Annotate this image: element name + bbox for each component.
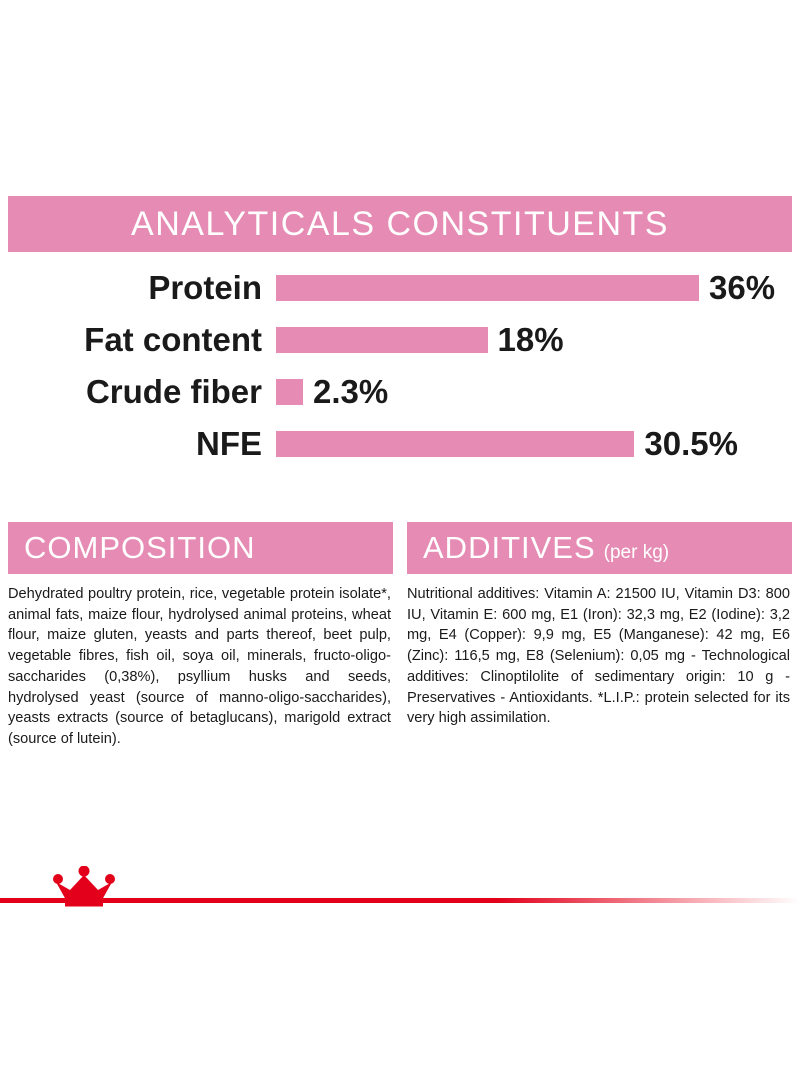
brand-footer [0,880,800,920]
constituent-label: NFE [196,425,262,462]
additives-subtitle: (per kg) [603,542,670,563]
constituent-label: Protein [148,269,262,306]
analyticals-header-bar [8,196,792,252]
constituent-bar-wrap [276,321,792,359]
constituent-row [8,314,792,366]
composition-header-bar [8,522,393,574]
constituent-value: 30.5% [644,425,738,462]
composition-title: COMPOSITION [24,530,256,565]
constituent-bar [276,327,488,353]
constituent-bar [276,379,303,405]
constituent-row [8,262,792,314]
composition-panel [8,522,393,750]
constituent-bar-wrap [276,373,792,411]
constituent-value: 2.3% [313,373,389,410]
constituent-bar [276,275,699,301]
constituent-row [8,418,792,470]
constituent-bar-wrap [276,269,792,307]
crown-icon [52,866,116,912]
additives-panel [407,522,792,750]
additives-header-bar [407,522,792,574]
constituent-value: 18% [497,321,564,358]
constituent-bar [276,431,634,457]
constituent-row [8,366,792,418]
constituent-value: 36% [709,269,776,306]
composition-text: Dehydrated poultry protein, rice, vegetable protein isolate*, animal fats, maize flour, hydrolysed animal proteins, wheat flour, maize gluten, yeasts and parts thereof, beet pulp, vegetable fibres, fish oil, soya oil, minerals, fructo-oligo- saccharides (0,38%), psyllium husks and seeds, hydrolysed yeast (source of manno-oligo-saccharides), yeasts extracts (source of betaglucans), marigold extract (source of lutein). [8,586,391,748]
analyticals-chart [8,262,792,470]
constituent-label: Crude fiber [85,373,262,410]
additives-title: ADDITIVES [423,530,596,565]
brand-rule [0,898,800,903]
constituent-label: Fat content [84,321,262,358]
constituent-bar-wrap [276,425,792,463]
analyticals-title: ANALYTICALS CONSTITUENTS [131,204,669,243]
info-panels [8,522,792,750]
additives-text: Nutritional additives: Vitamin A: 21500 IU, Vitamin D3: 800 IU, Vitamin E: 600 mg, E1 (Iron): 32,3 mg, E2 (Iodine): 3,2 mg, E4 (Copper): 9,9 mg, E5 (Manganese): 42 mg, E6 (Zinc): 116,5 mg, E8 (Selenium): 0,05 mg - Technological additives: Clinoptilolite of sedimentary origin: 10 g - Preservatives - Antioxidants. *L.I.P.: protein selected for its very high assimilation. [407,586,790,727]
